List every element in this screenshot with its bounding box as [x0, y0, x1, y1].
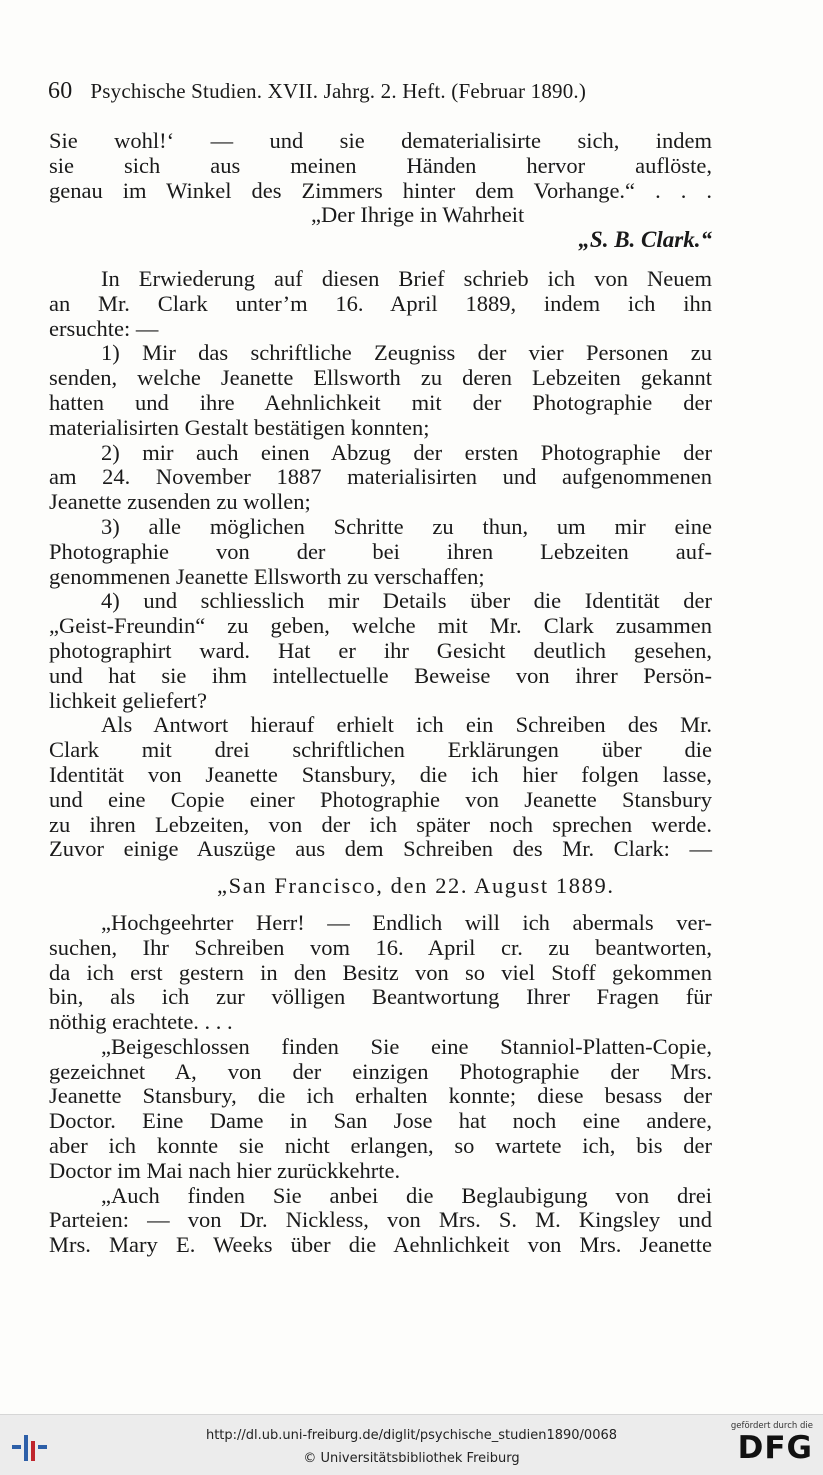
letter-date: „San Francisco, den 22. August 1889. [217, 873, 615, 899]
text-line: hatten und ihre Aehnlichkeit mit der Photographie der [49, 389, 712, 415]
text-line: Mrs. Mary E. Weeks über die Aehnlichkeit von Mrs. Jeanette [49, 1232, 712, 1258]
permalink-url[interactable]: http://dl.ub.uni-freiburg.de/diglit/psychische_studien1890/0068 [205, 1428, 618, 1443]
text-line: und hat sie ihm intellectuelle Beweise von ihrer Persön- [49, 662, 712, 688]
text-line: bin, als ich zur völligen Beantwortung Ihrer Fragen für [49, 984, 712, 1010]
running-title: Psychische Studien. XVII. Jahrg. 2. Heft. (Februar 1890.) [90, 79, 587, 103]
text-line: „Hochgeehrter Herr! — Endlich will ich abermals ver- [101, 909, 712, 935]
text-line: „Beigeschlossen finden Sie eine Stanniol-Platten-Copie, [101, 1033, 712, 1059]
dfg-logo [723, 1421, 813, 1471]
text-line: Clark mit drei schriftlichen Erklärungen über die [49, 737, 712, 763]
text-line: und eine Copie einer Photographie von Jeanette Stansbury [49, 786, 712, 812]
text-line: suchen, Ihr Schreiben vom 16. April cr. zu beantworten, [49, 934, 712, 960]
text-line: nöthig erachtete. . . . [49, 1009, 233, 1035]
text-line: photographirt ward. Hat er ihr Gesicht deutlich gesehen, [49, 637, 712, 663]
list-item-1: 1) Mir das schriftliche Zeugniss der vier Personen zu [101, 340, 712, 366]
text-line: Parteien: — von Dr. Nickless, von Mrs. S. M. Kingsley und [49, 1207, 712, 1233]
text-line: genommenen Jeanette Ellsworth zu verschaffen; [49, 563, 485, 589]
text-line: Als Antwort hierauf erhielt ich ein Schreiben des Mr. [101, 712, 712, 738]
text-line: zu ihren Lebzeiten, von der ich später noch sprechen werde. [49, 811, 712, 837]
text-line: „Geist-Freundin“ zu geben, welche mit Mr. Clark zusammen [49, 613, 712, 639]
text-line: sie sich aus meinen Händen hervor auflöste, [49, 152, 712, 178]
text-line: Identität von Jeanette Stansbury, die ich hier folgen lasse, [49, 761, 712, 787]
text-line: In Erwiederung auf diesen Brief schrieb ich von Neuem [101, 265, 712, 291]
text-line: „Auch finden Sie anbei die Beglaubigung von drei [101, 1182, 712, 1208]
text-line: Sie wohl!‘ — und sie dematerialisirte sich, indem [49, 128, 712, 153]
text-line: Zuvor einige Auszüge aus dem Schreiben des Mr. Clark: — [49, 836, 712, 862]
text-line: genau im Winkel des Zimmers hinter dem Vorhange.“ . . . [49, 177, 712, 203]
body-text [49, 129, 712, 1258]
page-number: 60 [48, 78, 73, 104]
text-line: Doctor. Eine Dame in San Jose hat noch eine andere, [49, 1108, 712, 1134]
signature: „S. B. Clark.“ [578, 227, 712, 253]
dfg-logo-text: DFG [737, 1430, 813, 1466]
text-line: da ich erst gestern in den Besitz von so viel Stoff gekommen [49, 959, 712, 985]
list-item-4: 4) und schliesslich mir Details über die Identität der [101, 588, 712, 614]
text-line: lichkeit geliefert? [49, 687, 208, 713]
closing-line: „Der Ihrige in Wahrheit [311, 202, 525, 228]
copyright-notice: © Universitätsbibliothek Freiburg [303, 1451, 520, 1466]
text-line: gezeichnet A, von der einzigen Photographie der Mrs. [49, 1058, 712, 1084]
text-line: Doctor im Mai nach hier zurückkehrte. [49, 1157, 401, 1183]
dfg-tagline: gefördert durch die [730, 1421, 813, 1431]
running-header [48, 78, 708, 110]
text-line: ersuchte: — [49, 315, 159, 341]
list-item-3: 3) alle möglichen Schritte zu thun, um mir eine [101, 513, 712, 539]
text-line: Jeanette Stansbury, die ich erhalten konnte; diese besass der [49, 1083, 712, 1109]
text-line: am 24. November 1887 materialisirten und aufgenommenen [49, 464, 712, 490]
text-line: an Mr. Clark unter’m 16. April 1889, indem ich ihn [49, 290, 712, 316]
list-item-2: 2) mir auch einen Abzug der ersten Photographie der [101, 439, 712, 465]
viewer-footer [0, 1414, 823, 1475]
text-line: Jeanette zusenden zu wollen; [49, 489, 311, 515]
text-line: Photographie von der bei ihren Lebzeiten auf- [49, 538, 712, 564]
text-line: materialisirten Gestalt bestätigen konnten; [49, 414, 430, 440]
text-line: aber ich konnte sie nicht erlangen, so wartete ich, bis der [49, 1133, 712, 1159]
text-line: senden, welche Jeanette Ellsworth zu deren Lebzeiten gekannt [49, 365, 712, 391]
